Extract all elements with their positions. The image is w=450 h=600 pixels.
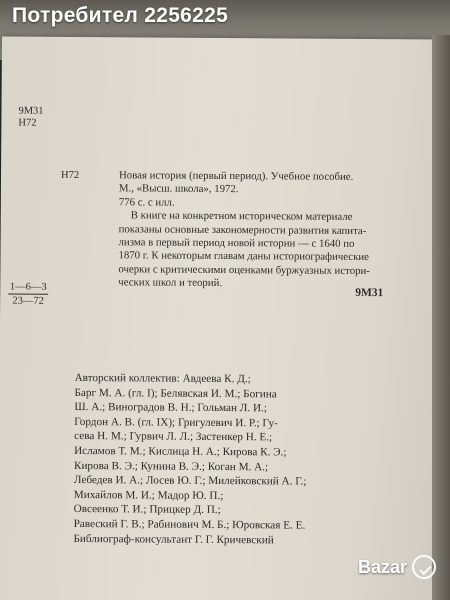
bbk-code-line: 9М31 [18, 105, 44, 117]
logo-text: Bazar [358, 557, 408, 577]
bib-line: Новая история (первый период). Учебное пособие. [118, 169, 354, 183]
bbk-code-line: Н72 [18, 117, 37, 129]
book-page [0, 36, 444, 600]
bib-line: очерки с критическими оценками буржуазных истори- [118, 263, 370, 277]
bibliographic-code: Н72 [60, 169, 80, 182]
bib-line: 776 с. с илл. [118, 196, 175, 209]
bib-line: показаны основные закономерности развития капита- [118, 222, 367, 237]
fraction-numerator: 1—6—3 [9, 281, 47, 293]
authors-line: Исламов Т. М.; Кислица Н. А.; Кирова К. Э.; [74, 444, 287, 459]
authors-line: Лебедев И. А.; Лосев Ю. Г.; Милейковский А. Г.; [73, 474, 307, 488]
authors-block [73, 371, 444, 549]
watermark-text: Потребител 2256225 [12, 4, 229, 27]
fraction-denominator: 23—72 [12, 295, 44, 307]
bib-line: лизма в первый период новой истории — с 1640 по [118, 236, 355, 250]
bib-line: М., «Высш. школа», 1972. [118, 182, 239, 196]
authors-line: Овсеенко Т. И.; Прицкер Д. П.; [73, 503, 221, 517]
authors-line: Ш. А.; Виноградов В. Н.; Гольман Л. И.; [74, 401, 268, 415]
bibliographic-entry [118, 169, 429, 292]
classification-fraction [8, 282, 48, 307]
bbk-code-top [18, 106, 43, 130]
authors-line: Кирова В. Э.; Кунина В. Э.; Коган М. А.; [73, 459, 269, 473]
bib-line: 1870 г. К некоторым главам даны историографические [118, 249, 369, 264]
checkmark-icon [412, 555, 436, 579]
authors-line: Михайлов М. И.; Мадор Ю. П.; [73, 488, 224, 502]
authors-line: Библиограф-консультант Г. Г. Кричевский [73, 532, 274, 546]
bbk-code-right: 9М31 [355, 286, 384, 300]
authors-line: Гордон А. В. (гл. IX); Григулевич И. Р.; Гу- [74, 415, 278, 430]
bib-line: В книге на конкретном историческом материале [130, 209, 353, 224]
authors-line: Барг М. А. (гл. I); Белявская И. М.; Богина [74, 386, 277, 400]
page-edge [432, 35, 450, 600]
authors-line: Авторский коллектив: Авдеева К. Д.; [74, 371, 251, 386]
authors-line: Равеский Г. В.; Рабинович М. Б.; Юровская Е. Е. [73, 517, 306, 532]
bazar-logo [352, 554, 442, 594]
authors-line: сева Н. М.; Гурвич Л. Л.; Застенкер Н. Е.; [74, 430, 273, 444]
bib-line: ческих школ и теорий. [118, 276, 223, 290]
